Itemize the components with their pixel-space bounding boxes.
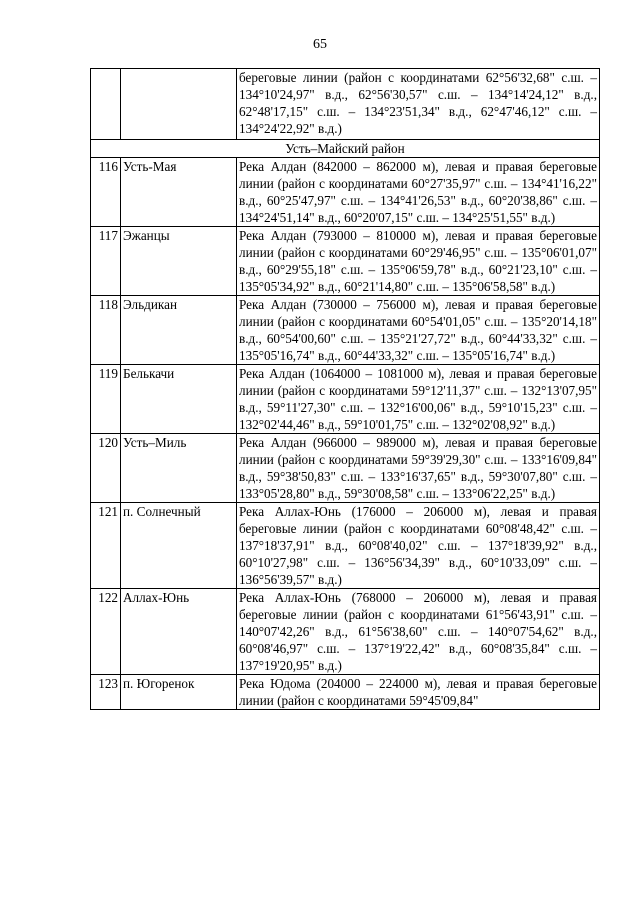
river-description: Река Аллах-Юнь (768000 – 206000 м), левая и правая береговые линии (район с координатами 61°56'43,91" с.ш. – 140°07'42,26" в.д., 61°56'38,60" с.ш. – 140°07'54,62" в.д., 60°08'46,97" с.ш. – 137°19'22,42" в.д., 60°08'35,84" с.ш. – 137°19'20,95" в.д.) [237,589,600,675]
row-number: 123 [91,675,121,710]
settlement-name: Эжанцы [121,227,237,296]
river-description: Река Аллах-Юнь (176000 – 206000 м), левая и правая береговые линии (район с координатами 60°08'48,42" с.ш. – 137°18'37,91" в.д., 60°08'40,02" с.ш. – 137°18'39,92" в.д., 60°10'27,98" с.ш. – 136°56'34,39" в.д., 60°10'33,09" с.ш. – 136°56'39,57" в.д.) [237,503,600,589]
table-row-continuation [91,69,600,140]
row-number: 118 [91,296,121,365]
settlement-name: Аллах-Юнь [121,589,237,675]
table-row [91,365,600,434]
row-number: 119 [91,365,121,434]
row-number-cell [91,69,121,140]
river-description: Река Алдан (1064000 – 1081000 м), левая и правая береговые линии (район с координатами 59°12'11,37" с.ш. – 132°13'07,95" в.д., 59°11'27,30" с.ш. – 132°16'00,06" в.д., 59°10'15,23" с.ш. – 132°02'44,46" в.д., 59°10'01,75" с.ш. – 132°02'08,92" в.д.) [237,365,600,434]
table-row [91,296,600,365]
settlements-table [90,68,600,710]
table-row [91,589,600,675]
settlement-name: Эльдикан [121,296,237,365]
district-header-row [91,140,600,158]
page-number: 65 [313,37,327,52]
table-row [91,158,600,227]
settlement-name: п. Югоренок [121,675,237,710]
river-description: Река Алдан (730000 – 756000 м), левая и правая береговые линии (район с координатами 60°54'01,05" с.ш. – 135°20'14,18" в.д., 60°54'00,60" с.ш. – 135°21'27,72" в.д., 60°44'33,32" с.ш. – 135°05'16,74" в.д., 60°44'33,32" с.ш. – 135°05'16,74" в.д.) [237,296,600,365]
row-number: 116 [91,158,121,227]
continuation-description: береговые линии (район с координатами 62°56'32,68" с.ш. – 134°10'24,97" в.д., 62°56'30,57" с.ш. – 134°14'24,12" в.д., 62°48'17,15" с.ш. – 134°23'51,34" в.д., 62°47'46,12" с.ш. – 134°24'22,92" в.д.) [237,69,600,140]
settlement-name: Усть-Мая [121,158,237,227]
row-number: 122 [91,589,121,675]
settlement-name: п. Солнечный [121,503,237,589]
river-description: Река Алдан (842000 – 862000 м), левая и правая береговые линии (район с координатами 60°27'35,97" с.ш. – 134°41'16,22" в.д., 60°25'47,97" с.ш. – 134°41'26,53" в.д., 60°20'38,86" с.ш. – 134°24'51,14" в.д., 60°20'07,15" с.ш. – 134°25'51,55" в.д.) [237,158,600,227]
river-description: Река Юдома (204000 – 224000 м), левая и правая береговые линии (район с координатами 59°45'09,84" [237,675,600,710]
table-row [91,675,600,710]
table-row [91,434,600,503]
settlement-name: Усть–Миль [121,434,237,503]
settlement-name: Белькачи [121,365,237,434]
row-number: 120 [91,434,121,503]
river-description: Река Алдан (966000 – 989000 м), левая и правая береговые линии (район с координатами 59°39'29,30" с.ш. – 133°16'09,84" в.д., 59°38'50,83" с.ш. – 133°16'37,65" в.д., 59°30'07,80" с.ш. – 133°05'28,80" в.д., 59°30'08,58" с.ш. – 133°06'22,25" в.д.) [237,434,600,503]
row-number: 117 [91,227,121,296]
table-row [91,227,600,296]
table-row [91,503,600,589]
district-header: Усть–Майский район [91,140,600,158]
row-number: 121 [91,503,121,589]
river-description: Река Алдан (793000 – 810000 м), левая и правая береговые линии (район с координатами 60°29'46,95" с.ш. – 135°06'01,07" в.д., 60°29'55,18" с.ш. – 135°06'59,78" в.д., 60°21'23,10" с.ш. – 135°05'34,92" в.д., 60°21'14,80" с.ш. – 135°06'58,58" в.д.) [237,227,600,296]
settlement-name-cell [121,69,237,140]
